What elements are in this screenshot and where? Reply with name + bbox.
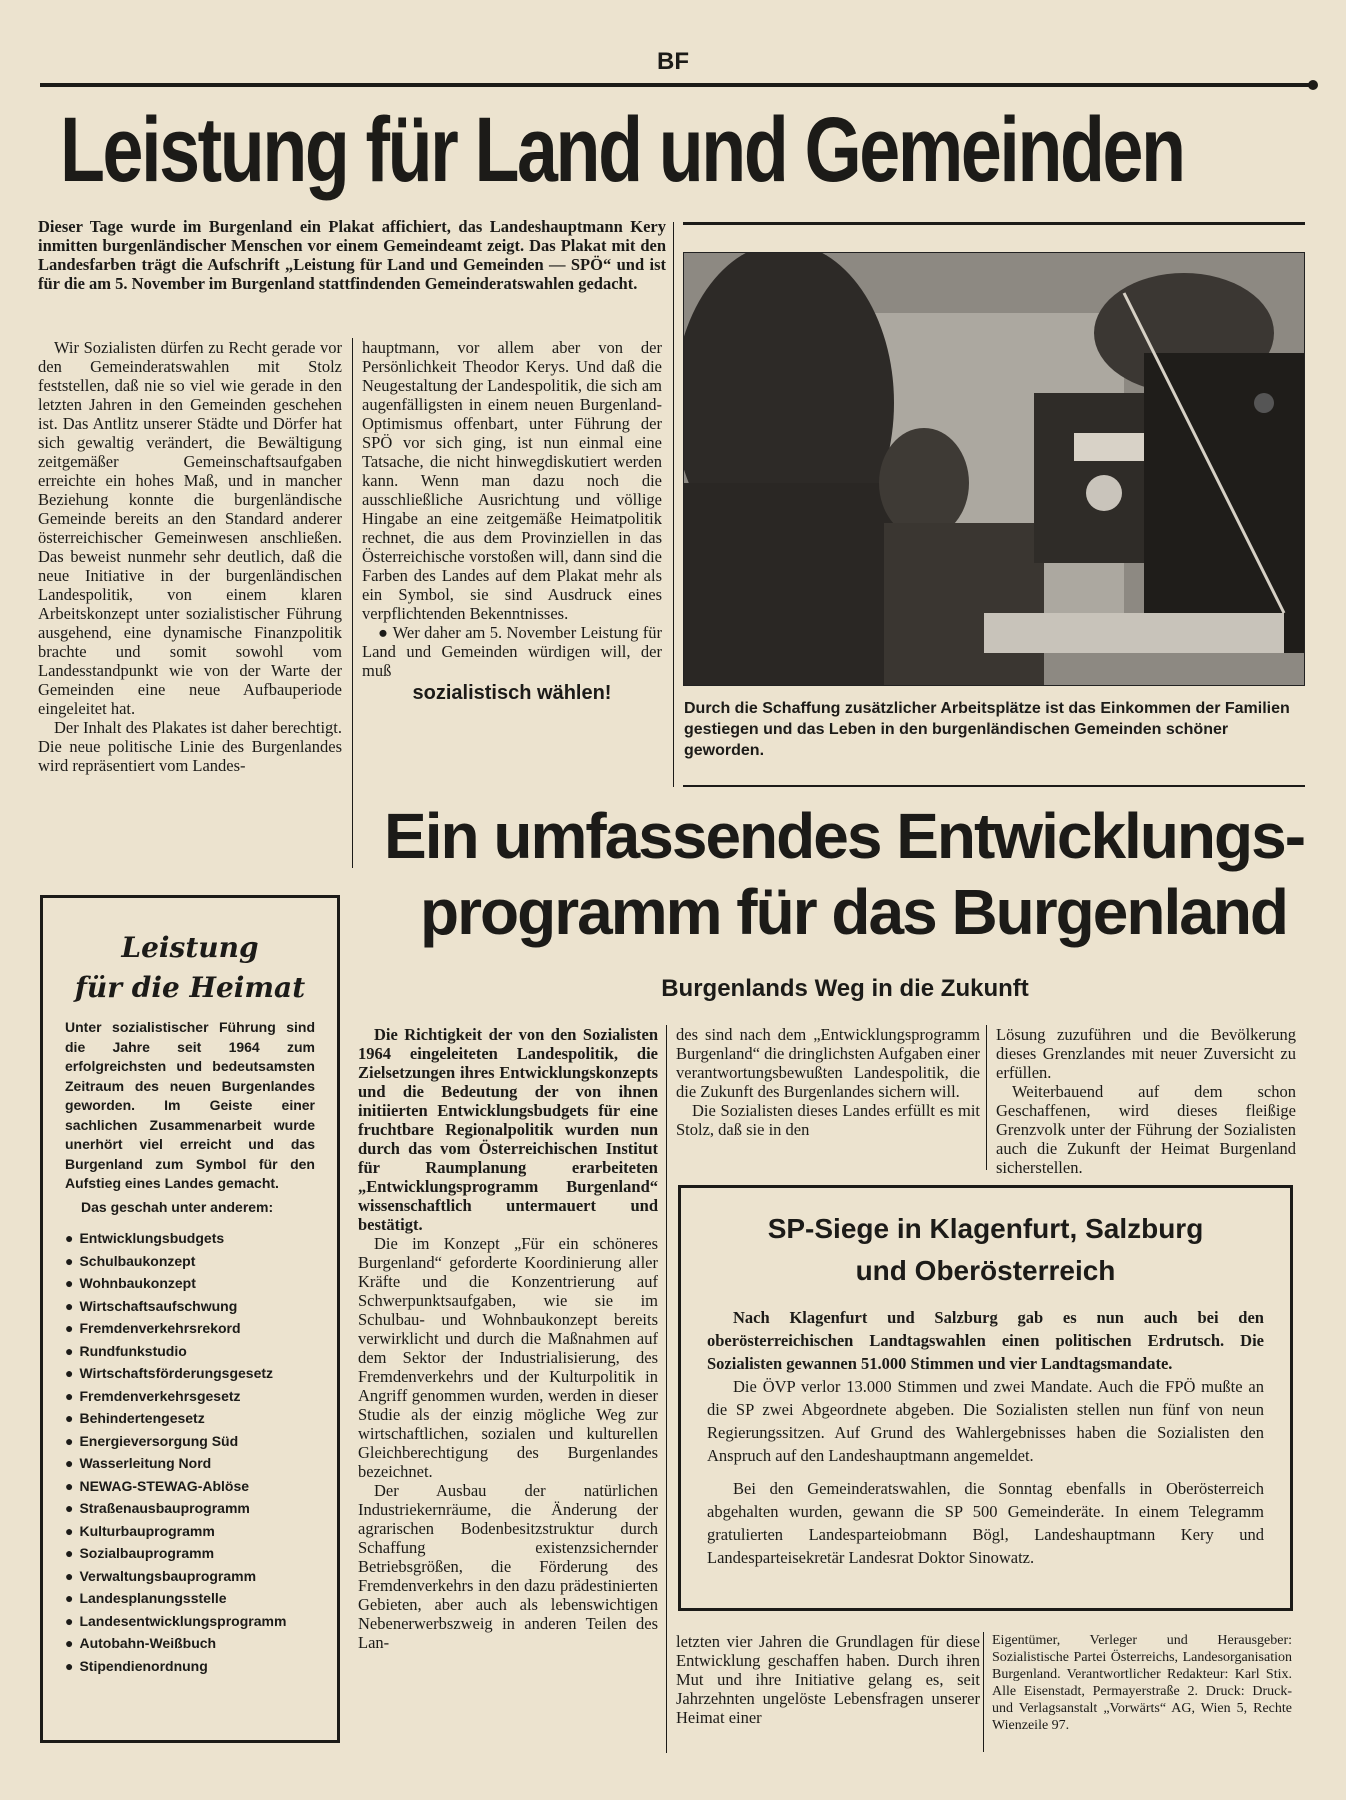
article2-col2-p1: des sind nach dem „Entwicklungsprogramm Burgenland“ die dringlichsten Aufgaben einer verantwortungsbewußten Landespolitik, die die Zukunft des Burgenlandes sichern will. — [676, 1025, 980, 1101]
article2-col1-p2: Die im Konzept „Für ein schöneres Burgenland“ geforderte Koordinierung aller Kräfte und die Konzentrierung auf Schwerpunktsaufgaben, wie sie im Schulbau- und Wohnbaukonzept bereits verwirklicht und durch die Maßnahmen auf dem Sektor der Industrialisierung, des Fremdenverkehrs und der Kulturpolitik in Angriff genommen wurden, werden in dieser Studie als der einzig mögliche Weg zur wirtschaftlichen, sozialen und kulturellen Gleichberechtigung des Burgenlandes bezeichnet. — [358, 1234, 658, 1481]
sp-box-p3: Bei den Gemeinderatswahlen, die Sonntag ebenfalls in Oberösterreich abgehalten wurden, gewann die SP 500 Gemeinderäte. In einem Telegramm gratulierten Landesparteiobmann Bögl, Landeshauptmann Kery und Landesparteisekretär Landesrat Doktor Sinowatz. — [707, 1479, 1264, 1567]
photo-side-rule — [673, 222, 674, 787]
photo-caption: Durch die Schaffung zusätzlicher Arbeitsplätze ist das Einkommen der Familien gestiegen und das Leben in den burgenländischen Gemeinden schöner geworden. — [684, 700, 1290, 759]
sp-box-p2: Die ÖVP verlor 13.000 Stimmen und zwei Mandate. Auch die FPÖ mußte an die SP zwei Abgeordnete abgeben. Die Sozialisten stellen nun fünf von neun Regierungssitzen. Auf Grund des Wahlergebnisses haben die Sozialisten den Anspruch auf den Landeshauptmann angemeldet. — [707, 1377, 1264, 1465]
list-item: ● Fremdenverkehrsrekord — [65, 1317, 315, 1340]
article2-column1 — [358, 1025, 658, 1652]
list-item: ● Rundfunkstudio — [65, 1340, 315, 1363]
masthead: BF — [657, 48, 689, 75]
list-item: ● Schulbaukonzept — [65, 1250, 315, 1273]
heimat-box-title-line1: Leistung — [121, 931, 259, 964]
article1-col1-p1: Wir Sozialisten dürfen zu Recht gerade vor den Gemeinderatswahlen mit Stolz feststellen, daß nie so viel wie gerade in den letzten Jahren in den Gemeinden geschehen ist. Das Antlitz unserer Städte und Dörfer hat sich gewaltig verändert, die Bewältigung zeitgemäßer Gemeinschaftsaufgaben erreichte ein hohes Maß, und in mancher Beziehung konnte die burgenländische Gemeinde bereits an den Standard anderer österreichischer Gemeinwesen anschließen. Das beweist nunmehr sehr deutlich, daß die neue Initiative in der burgenländischen Landespolitik, von einem klaren Arbeitskonzept unter sozialistischer Führung ausgehend, eine dynamische Finanzpolitik brachte und somit sowohl vom Landesstandpunkt wie von der Warte der Gemeinden eine neue Aufbauperiode eingeleitet hat. — [38, 338, 342, 718]
sp-box-lead: Nach Klagenfurt und Salzburg gab es nun auch bei den oberösterreichischen Landtagswahlen einen politischen Erdrutsch. Die Sozialisten gewannen 51.000 Stimmen und vier Landtagsmandate. — [707, 1308, 1264, 1373]
impressum: Eigentümer, Verleger und Herausgeber: Sozialistische Partei Österreichs, Landesorganisation Burgenland. Verantwortlicher Redakteur: Karl Stix. Alle Eisenstadt, Permayerstraße 2. Druck: Druck- und Verlagsanstalt „Vorwärts“ AG, Wien 5, Rechte Wienzeile 97. — [992, 1633, 1292, 1733]
list-item: ● Fremdenverkehrsgesetz — [65, 1385, 315, 1408]
list-item: ● Landesplanungsstelle — [65, 1587, 315, 1610]
article2-col2-bottom: letzten vier Jahren die Grundlagen für diese Entwicklung geschaffen haben. Durch ihren Mut und ihre Initiative gelang es, seit Jahrzehnten ungelöste Lebensfragen unserer Heimat einer — [676, 1632, 980, 1727]
article2-col1-p3: Der Ausbau der natürlichen Industriekernräume, die Änderung der agrarischen Bodenbesitzstruktur durch Schaffung existenzsichernder Betriebsgrößen, die Förderung des Fremdenverkehrs in den dazu prädestinierten Gebieten, aber auch als lebenswichtigen Nebenerwerbszweig in anderen Teilen des Lan- — [358, 1481, 658, 1652]
lead-paragraph: Dieser Tage wurde im Burgenland ein Plakat affichiert, das Landeshauptmann Kery inmitten burgenländischer Menschen vor einem Gemeindeamt zeigt. Das Plakat mit den Landesfarben trägt die Aufschrift „Leistung für Land und Gemeinden — SPÖ“ und ist für die am 5. November im Burgenland stattfindenden Gemeinderatswahlen gedacht. — [38, 217, 666, 293]
main-headline: Leistung für Land und Gemeinden — [60, 99, 1184, 201]
heimat-box — [40, 895, 340, 1743]
second-headline-line2: programm für das Burgenland — [420, 876, 1287, 948]
list-item: ● Kulturbauprogramm — [65, 1520, 315, 1543]
article1-col1-p2: Der Inhalt des Plakates ist daher berechtigt. Die neue politische Linie des Burgenlandes wird repräsentiert vom Landes- — [38, 718, 342, 775]
top-rule — [40, 83, 1312, 87]
article2-column2 — [676, 1025, 980, 1139]
photo-top-rule — [683, 222, 1305, 225]
heimat-box-title-line2: für die Heimat — [74, 971, 306, 1004]
article2-col3-p2: Weiterbauend auf dem schon Geschaffenen, wird dieses fleißige Grenzvolk unter der Führung der Sozialisten auch die Zukunft der Heimat Burgenland sicherstellen. — [996, 1082, 1296, 1177]
subheadline: Burgenlands Weg in die Zukunft — [661, 975, 1029, 1002]
sp-box-title-line1: SP-Siege in Klagenfurt, Salzburg — [767, 1213, 1204, 1244]
sp-box-title-line2: und Oberösterreich — [855, 1255, 1116, 1286]
list-item: ● Behindertengesetz — [65, 1407, 315, 1430]
factory-photo — [683, 252, 1305, 686]
list-item: ● Energieversorgung Süd — [65, 1430, 315, 1453]
article2-col1-lead: Die Richtigkeit der von den Sozialisten 1964 eingeleiteten Landespolitik, die Zielsetzungen ihres Entwicklungskonzepts und die Bedeutung der von ihnen initiierten Entwicklungsbudgets für eine fruchtbare Regionalpolitik wurden nun durch das vom Österreichischen Institut für Raumplanung erarbeiteten „Entwicklungsprogramm Burgenland“ wissenschaftlich untermauert und bestätigt. — [358, 1025, 658, 1234]
photo-illustration — [684, 253, 1305, 686]
list-item: ● Autobahn-Weißbuch — [65, 1632, 315, 1655]
article2-column3 — [996, 1025, 1296, 1177]
sp-victory-box — [678, 1185, 1293, 1611]
column-divider — [352, 338, 353, 868]
article1-col2-p2-text: Wer daher am 5. November Leistung für Land und Gemeinden würdigen will, der muß — [362, 623, 663, 680]
heimat-box-intro: Das geschah unter anderem: — [81, 1198, 274, 1215]
article1-column2 — [362, 338, 662, 703]
article2-col2-p2: Die Sozialisten dieses Landes erfüllt es mit Stolz, daß sie in den — [676, 1101, 980, 1139]
column-divider — [666, 1025, 667, 1753]
call-to-vote: sozialistisch wählen! — [412, 682, 612, 704]
list-item: ● NEWAG-STEWAG-Ablöse — [65, 1475, 315, 1498]
bullet-icon: ● — [378, 623, 393, 642]
article2-col3-p1: Lösung zuzuführen und die Bevölkerung dieses Grenzlandes mit neuer Zuversicht zu erfüllen. — [996, 1025, 1296, 1082]
article1-column1 — [38, 338, 342, 775]
achievements-list — [65, 1227, 315, 1677]
list-item: ● Straßenausbauprogramm — [65, 1497, 315, 1520]
list-item: ● Landesentwicklungsprogramm — [65, 1610, 315, 1633]
list-item: ● Entwicklungsbudgets — [65, 1227, 315, 1250]
column-divider — [983, 1632, 984, 1752]
article1-col2-p1: hauptmann, vor allem aber von der Persönlichkeit Theodor Kerys. Und daß die Neugestaltung der Landespolitik, die sich am augenfälligsten in einem neuen Burgenland-Optimismus offenbart, unter Führung der SPÖ vor sich ging, ist nun einmal eine Tatsache, die nicht hinwegdiskutiert werden kann. Wenn man dazu noch die ausschließliche Ausrichtung und völlige Hingabe an eine zeitgemäße Heimatpolitik rechnet, die aus dem Provinziellen in das Österreichische vorstoßen will, dann sind die Farben des Landes auf dem Plakat mehr als ein Symbol, sie sind Ausdruck eines verpflichtenden Bekenntnisses. — [362, 338, 662, 623]
caption-bottom-rule — [683, 785, 1305, 787]
heimat-box-text: Unter sozialistischer Führung sind die Jahre seit 1964 zum erfolgreichsten und bedeutsamsten Zeitraum des neuen Burgenlandes geworden. Im Geiste einer sachlichen Zusammenarbeit wurde unerhört viel erreicht und das Burgenland zum Symbol für den Aufstieg eines Landes gemacht. — [65, 1019, 315, 1191]
list-item: ● Sozialbauprogramm — [65, 1542, 315, 1565]
list-item: ● Wirtschaftsförderungsgesetz — [65, 1362, 315, 1385]
column-divider — [986, 1025, 987, 1170]
list-item: ● Wohnbaukonzept — [65, 1272, 315, 1295]
second-headline-line1: Ein umfassendes Entwicklungs- — [384, 800, 1304, 872]
list-item: ● Wasserleitung Nord — [65, 1452, 315, 1475]
article1-col2-p2 — [362, 623, 662, 680]
article2-column2-continued — [676, 1632, 980, 1727]
list-item: ● Wirtschaftsaufschwung — [65, 1295, 315, 1318]
second-headline — [384, 798, 1344, 950]
list-item: ● Verwaltungsbauprogramm — [65, 1565, 315, 1588]
list-item: ● Stipendienordnung — [65, 1655, 315, 1678]
